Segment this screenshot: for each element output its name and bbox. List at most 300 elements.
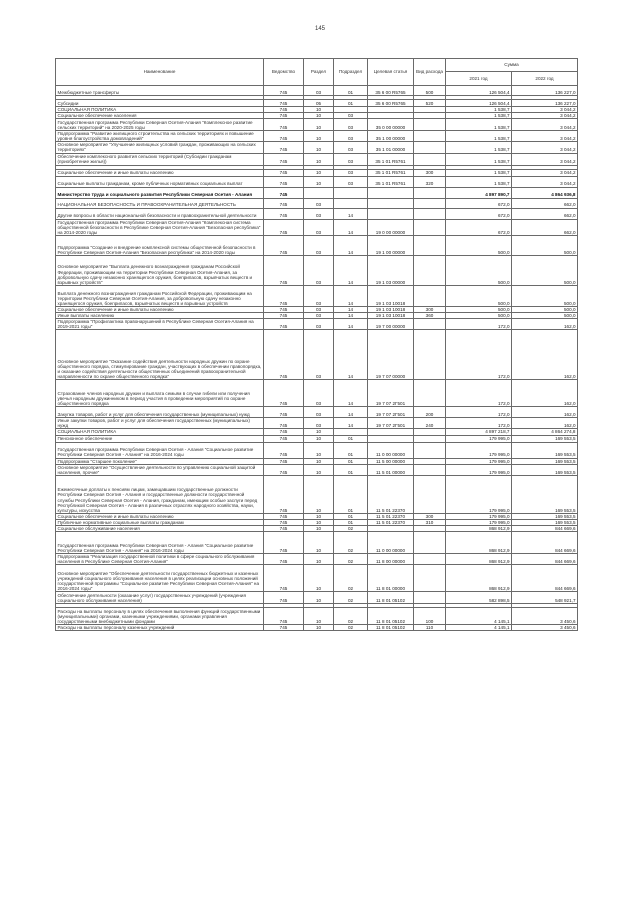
table-row [56,554,578,565]
row-name: СОЦИАЛЬНАЯ ПОЛИТИКА [56,429,264,435]
row-section: 10 [304,153,334,165]
row-department: 745 [264,625,304,631]
row-amount-2021: 1 538,7 [446,153,512,165]
row-subsection: 14 [334,285,368,306]
row-expense-type: 110 [414,625,446,631]
row-section: 03 [304,285,334,306]
row-section: 10 [304,435,334,442]
row-name: Основное мероприятие "Улучшение жилищных условий граждан, проживающих на сельских территориях" [56,142,264,153]
row-name: Субсидии [56,100,264,107]
row-expense-type [414,198,446,208]
row-amount-2022: 162,0 [512,380,578,407]
row-target-article: 19 7 07 2Г501 [368,407,414,418]
row-expense-type [414,219,446,235]
column-header-year-2021: 2021 год [446,72,512,86]
row-subsection: 01 [334,442,368,458]
row-section: 03 [304,255,334,285]
row-amount-2021: 1 538,7 [446,142,512,153]
row-target-article: 19 7 07 00000 [368,330,414,380]
row-expense-type [414,442,446,458]
row-expense-type: 300 [414,169,446,176]
column-header-sum: Сумма [446,59,578,72]
table-row [56,219,578,235]
row-subsection: 01 [334,475,368,513]
row-amount-2021: 868 912,9 [446,554,512,565]
row-department: 745 [264,554,304,565]
row-department: 745 [264,131,304,142]
table-row [56,235,578,255]
row-subsection: 01 [334,513,368,519]
row-amount-2022: 162,0 [512,319,578,330]
row-amount-2022: 662,0 [512,198,578,208]
row-target-article: 35 0 00 00000 [368,119,414,131]
row-amount-2021: 1 538,7 [446,169,512,176]
row-target-article: 11 5 01 22370 [368,475,414,513]
page-number: 145 [314,26,325,32]
row-target-article: 35 6 00 R5765 [368,100,414,107]
row-amount-2022: 844 669,6 [512,554,578,565]
row-amount-2021: 179 995,0 [446,464,512,475]
row-amount-2022: 169 553,5 [512,519,578,525]
row-expense-type [414,153,446,165]
row-department: 745 [264,525,304,531]
row-subsection: 02 [334,554,368,565]
row-amount-2022: 4 864 274,8 [512,429,578,435]
table-row [56,153,578,165]
row-target-article: 11 5 01 22370 [368,519,414,525]
row-name: Расходы на выплаты персоналу в целях обеспечения выполнения функций государственными (муниципальными) органами, казенными учреждениями, органами управления государственными внебюджетными фондами [56,608,264,625]
row-department: 745 [264,565,304,592]
table-row [56,187,578,198]
row-amount-2021: 172,0 [446,330,512,380]
row-amount-2021: 1 538,7 [446,113,512,119]
row-name: Обеспечение деятельности (оказание услуг) государственных учреждений (учреждения социального обслуживания населения) [56,592,264,604]
row-amount-2021: 500,0 [446,285,512,306]
row-expense-type: 310 [414,519,446,525]
row-department: 745 [264,407,304,418]
row-expense-type [414,255,446,285]
row-amount-2022: 3 044,2 [512,176,578,187]
row-target-article: 35 1 01 00000 [368,142,414,153]
row-subsection: 14 [334,306,368,312]
table-row [56,513,578,519]
row-subsection: 03 [334,113,368,119]
row-department: 745 [264,458,304,464]
row-name: Обеспечение комплексного развития сельских территорий (Субсидии гражданам (приобретение жилья)) [56,153,264,165]
row-target-article: 35 1 01 R5761 [368,169,414,176]
row-target-article: 19 7 07 2Г501 [368,380,414,407]
row-name: Социальное обеспечение и иные выплаты населению [56,306,264,312]
row-department: 745 [264,176,304,187]
row-amount-2021: 179 995,0 [446,475,512,513]
row-amount-2021: 1 538,7 [446,131,512,142]
table-row [56,625,578,631]
row-expense-type [414,464,446,475]
row-target-article: 35 1 01 R5761 [368,176,414,187]
row-department: 745 [264,198,304,208]
row-expense-type [414,565,446,592]
row-amount-2021: 1 538,7 [446,107,512,113]
row-section: 10 [304,458,334,464]
row-subsection: 14 [334,219,368,235]
row-amount-2022: 3 044,2 [512,107,578,113]
row-amount-2022: 3 044,2 [512,153,578,165]
row-amount-2021: 126 504,4 [446,86,512,96]
row-name: Министерство труда и социального развития Республики Северная Осетия - Алания [56,187,264,198]
row-section: 10 [304,565,334,592]
row-amount-2022: 500,0 [512,306,578,312]
row-expense-type: 300 [414,306,446,312]
row-amount-2022: 169 553,5 [512,435,578,442]
row-expense-type [414,592,446,604]
row-expense-type: 300 [414,513,446,519]
row-expense-type [414,119,446,131]
row-department: 745 [264,319,304,330]
row-amount-2021: 672,0 [446,208,512,219]
row-expense-type: 240 [414,418,446,429]
table-row [56,119,578,131]
row-amount-2021: 4 145,1 [446,608,512,625]
row-subsection: 02 [334,592,368,604]
row-target-article: 11 5 01 00000 [368,464,414,475]
column-header-year-2022: 2022 год [512,72,578,86]
row-department: 745 [264,418,304,429]
row-department: 745 [264,519,304,525]
row-section: 03 [304,407,334,418]
row-subsection: 02 [334,625,368,631]
row-subsection: 03 [334,169,368,176]
table-row [56,198,578,208]
row-department: 745 [264,285,304,306]
row-amount-2022: 136 227,0 [512,100,578,107]
row-target-article [368,187,414,198]
row-name: Подпрограмма "Создание и внедрение комплексной системы общественной безопасности в Республике Северная Осетия-Алания "Безопасная республика" на 2014-2020 годы [56,235,264,255]
row-name: Расходы на выплаты персоналу казенных учреждений [56,625,264,631]
row-name: Государственная программа Республики Северная Осетия-Алания "Комплексная система общественной безопасности в Республике Северная Осетия-Алания "Безопасная республика" на 2014-2020 годы [56,219,264,235]
row-department: 745 [264,219,304,235]
row-section: 10 [304,513,334,519]
row-name: Основное мероприятие "Осуществление деятельности по управлению социальной защитой населения, прочие" [56,464,264,475]
row-department: 745 [264,608,304,625]
row-section: 10 [304,464,334,475]
row-name: Основное мероприятие "Выплата денежного вознаграждения гражданам Российской Федерации, проживающим на территории Республики Северная Осетия-Алания, за добровольную сдачу незаконно хранящегося оружия, боеприпасов, взрывчатых веществ и взрывных устройств" [56,255,264,285]
row-amount-2021: 179 995,0 [446,519,512,525]
row-section: 10 [304,592,334,604]
row-department: 745 [264,113,304,119]
table-row [56,525,578,531]
column-header-section: Раздел [304,59,334,86]
table-row [56,458,578,464]
row-section: 03 [304,330,334,380]
row-section: 03 [304,306,334,312]
row-amount-2022: 3 450,6 [512,608,578,625]
row-target-article [368,198,414,208]
row-subsection: 01 [334,464,368,475]
row-department: 745 [264,235,304,255]
row-amount-2022: 500,0 [512,255,578,285]
row-amount-2022: 662,0 [512,208,578,219]
table-row [56,113,578,119]
row-amount-2021: 500,0 [446,255,512,285]
row-section: 10 [304,519,334,525]
table-row [56,380,578,407]
row-amount-2022: 169 553,5 [512,475,578,513]
row-amount-2022: 500,0 [512,235,578,255]
row-name: Подпрограмма "Старшее поколение" [56,458,264,464]
row-amount-2022: 844 669,6 [512,525,578,531]
row-subsection: 14 [334,235,368,255]
row-name: Государственная программа Республики Северная Осетия - Алания "Социальное развитие Республики Северная Осетия - Алания" на 2016-2024 годы [56,532,264,554]
table-row [56,532,578,554]
row-department: 745 [264,435,304,442]
row-department: 745 [264,475,304,513]
row-amount-2022: 3 044,2 [512,113,578,119]
table-row [56,475,578,513]
row-subsection: 01 [334,435,368,442]
row-subsection: 14 [334,319,368,330]
row-name: Публичные нормативные социальные выплаты гражданам [56,519,264,525]
row-amount-2022: 162,0 [512,330,578,380]
row-department: 745 [264,208,304,219]
row-name: Подпрограмма "Профилактика правонарушений в Республике Северная Осетия-Алания на 2019-2021 годы" [56,319,264,330]
row-subsection: 01 [334,86,368,96]
row-target-article: 19 1 03 10018 [368,312,414,318]
table-row [56,608,578,625]
table-row [56,306,578,312]
row-target-article: 11 8 01 00000 [368,565,414,592]
row-target-article [368,435,414,442]
row-subsection: 14 [334,255,368,285]
row-section: 10 [304,119,334,131]
row-subsection: 02 [334,608,368,625]
row-target-article: 19 0 00 00000 [368,219,414,235]
row-department: 745 [264,86,304,96]
budget-table [55,58,578,631]
row-department: 745 [264,142,304,153]
row-name: Социальное обслуживание населения [56,525,264,531]
row-amount-2022: 548 921,7 [512,592,578,604]
table-row [56,418,578,429]
row-target-article: 11 8 01 05102 [368,625,414,631]
row-amount-2021: 172,0 [446,407,512,418]
table-row [56,131,578,142]
row-target-article: 11 8 01 05102 [368,608,414,625]
table-row [56,565,578,592]
row-target-article: 11 5 00 00000 [368,458,414,464]
row-target-article: 19 7 00 00000 [368,319,414,330]
row-subsection [334,198,368,208]
row-subsection: 14 [334,312,368,318]
row-subsection [334,187,368,198]
row-amount-2021: 172,0 [446,418,512,429]
row-amount-2022: 169 553,5 [512,513,578,519]
row-amount-2022: 169 553,5 [512,464,578,475]
row-expense-type [414,532,446,554]
row-target-article: 35 1 01 R5761 [368,153,414,165]
row-section: 03 [304,380,334,407]
row-section: 03 [304,198,334,208]
row-amount-2021: 672,0 [446,198,512,208]
row-amount-2021: 179 995,0 [446,458,512,464]
row-subsection: 02 [334,565,368,592]
row-subsection: 02 [334,525,368,531]
row-amount-2021: 4 145,1 [446,625,512,631]
column-header-department: Ведомство [264,59,304,86]
row-expense-type [414,380,446,407]
row-amount-2021: 179 995,0 [446,513,512,519]
row-section: 05 [304,100,334,107]
row-expense-type: 520 [414,100,446,107]
row-amount-2021: 500,0 [446,235,512,255]
table-row [56,285,578,306]
row-subsection: 03 [334,131,368,142]
row-target-article: 11 0 00 00000 [368,442,414,458]
row-target-article: 19 1 00 00000 [368,235,414,255]
row-target-article: 19 1 03 10018 [368,306,414,312]
row-expense-type [414,319,446,330]
column-header-expense-type: Вид расхода [414,59,446,86]
row-section: 10 [304,525,334,531]
row-expense-type [414,554,446,565]
row-expense-type [414,187,446,198]
table-row [56,255,578,285]
row-subsection: 03 [334,176,368,187]
row-expense-type: 320 [414,176,446,187]
row-amount-2021: 1 538,7 [446,119,512,131]
row-expense-type [414,142,446,153]
row-amount-2022: 662,0 [512,219,578,235]
row-section: 03 [304,86,334,96]
row-amount-2021: 4 897 890,7 [446,187,512,198]
row-expense-type [414,208,446,219]
row-expense-type: 200 [414,407,446,418]
table-row [56,142,578,153]
row-name: Выплата денежного вознаграждения гражданам Российской Федерации, проживающим на территории Республики Северная Осетия-Алания, за добровольную сдачу незаконно хранящегося оружия, боеприпасов, взрывчатых веществ и взрывных устройств [56,285,264,306]
table-body [56,86,578,631]
table-row [56,176,578,187]
row-target-article: 11 5 01 22370 [368,513,414,519]
row-section: 10 [304,475,334,513]
row-target-article: 19 7 07 2Г501 [368,418,414,429]
row-amount-2022: 500,0 [512,312,578,318]
row-department: 745 [264,592,304,604]
row-section: 10 [304,107,334,113]
row-subsection: 01 [334,458,368,464]
row-subsection: 14 [334,380,368,407]
row-expense-type [414,235,446,255]
row-section [304,187,334,198]
row-amount-2022: 162,0 [512,407,578,418]
row-amount-2021: 582 898,5 [446,592,512,604]
table-row [56,464,578,475]
row-amount-2022: 3 044,2 [512,142,578,153]
row-target-article: 19 1 03 10018 [368,285,414,306]
row-name: Межбюджетные трансферты [56,86,264,96]
row-name: Социальное обеспечение и иные выплаты населению [56,169,264,176]
row-section: 03 [304,418,334,429]
column-header-target-article: Целевая статья [368,59,414,86]
row-department: 745 [264,442,304,458]
column-header-name: Наименование [56,59,264,86]
table-row [56,169,578,176]
row-section: 10 [304,532,334,554]
row-name: Государственная программа Республики Северная Осетия-Алания "Комплексное развитие сельских территорий" на 2020-2025 годы [56,119,264,131]
row-amount-2021: 126 504,4 [446,100,512,107]
row-target-article: 35 6 00 R5765 [368,86,414,96]
row-expense-type [414,435,446,442]
table-row [56,100,578,107]
row-target-article: 35 1 00 00000 [368,131,414,142]
row-name: Подпрограмма "Реализация государственной политики в сфере социального обслуживания населения в Республике Северная Осетия-Алания" [56,554,264,565]
table-row [56,592,578,604]
row-expense-type [414,330,446,380]
row-section: 10 [304,131,334,142]
row-department: 745 [264,187,304,198]
row-section: 10 [304,608,334,625]
row-section: 10 [304,113,334,119]
row-amount-2022: 3 044,2 [512,119,578,131]
row-department: 745 [264,255,304,285]
row-expense-type [414,475,446,513]
row-amount-2022: 844 669,6 [512,532,578,554]
row-name: Социальное обеспечение населения [56,113,264,119]
row-amount-2022: 169 553,5 [512,442,578,458]
row-expense-type [414,131,446,142]
row-department: 745 [264,153,304,165]
row-name: Иные выплаты населению [56,312,264,318]
row-amount-2022: 500,0 [512,285,578,306]
row-subsection: 14 [334,407,368,418]
row-amount-2021: 500,0 [446,312,512,318]
row-amount-2022: 844 669,6 [512,565,578,592]
row-section: 03 [304,319,334,330]
row-subsection: 14 [334,208,368,219]
row-department: 745 [264,306,304,312]
row-name: Социальное обеспечение и иные выплаты населению [56,513,264,519]
row-name: СОЦИАЛЬНАЯ ПОЛИТИКА [56,107,264,113]
row-name: Страхование членов народных дружин и выплата семьям в случае гибели или получения увечья народным дружинником в период участия в проведении мероприятий по охране общественного порядка [56,380,264,407]
table-row [56,208,578,219]
row-section: 03 [304,208,334,219]
table-row [56,435,578,442]
row-expense-type [414,285,446,306]
row-department: 745 [264,380,304,407]
row-amount-2021: 500,0 [446,306,512,312]
row-subsection: 14 [334,418,368,429]
row-name: Основное мероприятие "Обеспечение деятельности государственных бюджетных и казенных учреждений социального обслуживания населения в целях реализации основных положений государственной программы "Социальное развитие Республики Северная Осетия-Алания" на 2016-2024 годы" [56,565,264,592]
row-expense-type: 100 [414,608,446,625]
row-target-article: 11 0 00 00000 [368,532,414,554]
row-section: 10 [304,169,334,176]
row-amount-2022: 162,0 [512,418,578,429]
row-name: Государственная программа Республики Северная Осетия - Алания "Социальное развитие Республики Северная Осетия - Алания" на 2016-2024 годы [56,442,264,458]
row-name: Основное мероприятие "Оказание содействия деятельности народных дружин по охране общественного порядка, стимулирование граждан, участвующих в обеспечении правопорядка, и оказание содействия деятельности общественных объединений правоохранительной направленности по охране общественного порядка" [56,330,264,380]
row-subsection: 03 [334,153,368,165]
row-department: 745 [264,312,304,318]
row-amount-2021: 4 897 218,7 [446,429,512,435]
row-amount-2022: 3 044,2 [512,169,578,176]
row-department: 745 [264,119,304,131]
row-target-article [368,208,414,219]
row-amount-2021: 868 912,9 [446,532,512,554]
row-amount-2022: 3 044,2 [512,131,578,142]
row-amount-2022: 136 227,0 [512,86,578,96]
row-amount-2021: 179 995,0 [446,442,512,458]
row-amount-2022: 4 864 936,8 [512,187,578,198]
row-section: 03 [304,219,334,235]
row-section: 10 [304,429,334,435]
row-subsection: 14 [334,330,368,380]
